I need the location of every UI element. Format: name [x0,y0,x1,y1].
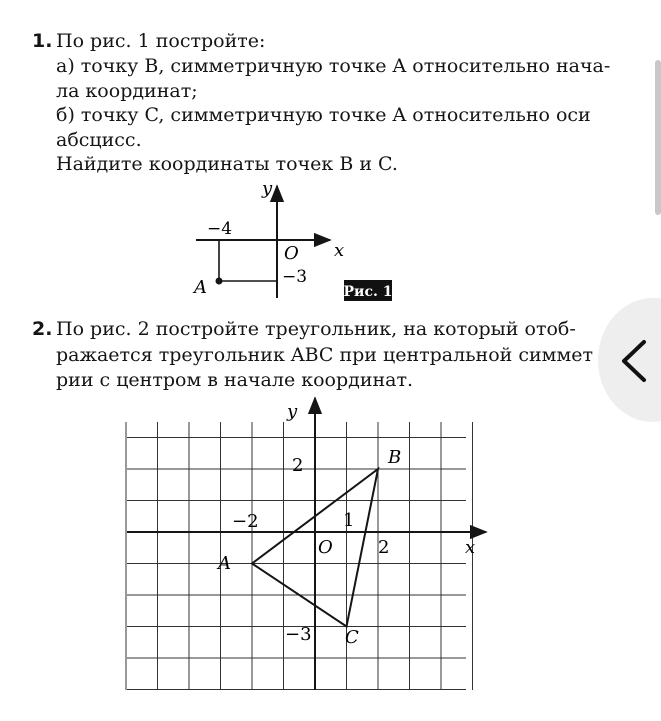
vertex-c-label: C [345,627,359,648]
fig2-y-label: y [287,401,298,422]
vertex-a-label: A [218,553,231,574]
problem1-line-2: а) точку B, симметричную точке A относительно нача- [56,55,611,77]
fig1-tick-x: −4 [207,219,233,239]
problem2-line-3: рии с центром в начале координат. [56,369,414,391]
fig1-y-label: y [262,178,273,199]
fig2-tick-y-one: 1 [343,510,355,531]
fig1-x-label: x [334,240,345,261]
fig1-tick-y: −3 [282,267,308,287]
chevron-left-icon [618,338,652,384]
fig1-point-a-label: A [194,277,207,298]
fig2-tick-y-pos: 2 [292,455,304,476]
problem2-number: 2. [32,318,53,340]
fig2-tick-x-neg: −2 [232,511,259,532]
problem1-line-6: Найдите координаты точек B и C. [56,153,398,175]
problem2-line-2: ражается треугольник ABC при центральной симмет [56,344,593,366]
problem2-line-1: По рис. 2 постройте треугольник, на который отоб- [56,318,576,340]
problem1-line-3: ла координат; [56,80,198,102]
fig2-x-label: x [465,537,476,558]
fig1-origin-label: O [284,243,299,264]
fig2-origin-label: O [318,537,333,558]
problem1-line-1: По рис. 1 постройте: [56,30,266,52]
problem1-line-5: абсцисс. [56,129,142,151]
scrollbar[interactable] [655,60,661,215]
fig1-caption: Рис. 1 [343,284,393,300]
vertex-b-label: B [388,447,402,468]
fig2-tick-x-pos: 2 [378,537,390,558]
problem1-line-4: б) точку C, симметричную точке A относительно оси [56,104,591,126]
problem1-number: 1. [32,30,53,52]
fig2-tick-y-neg: −3 [285,624,312,645]
